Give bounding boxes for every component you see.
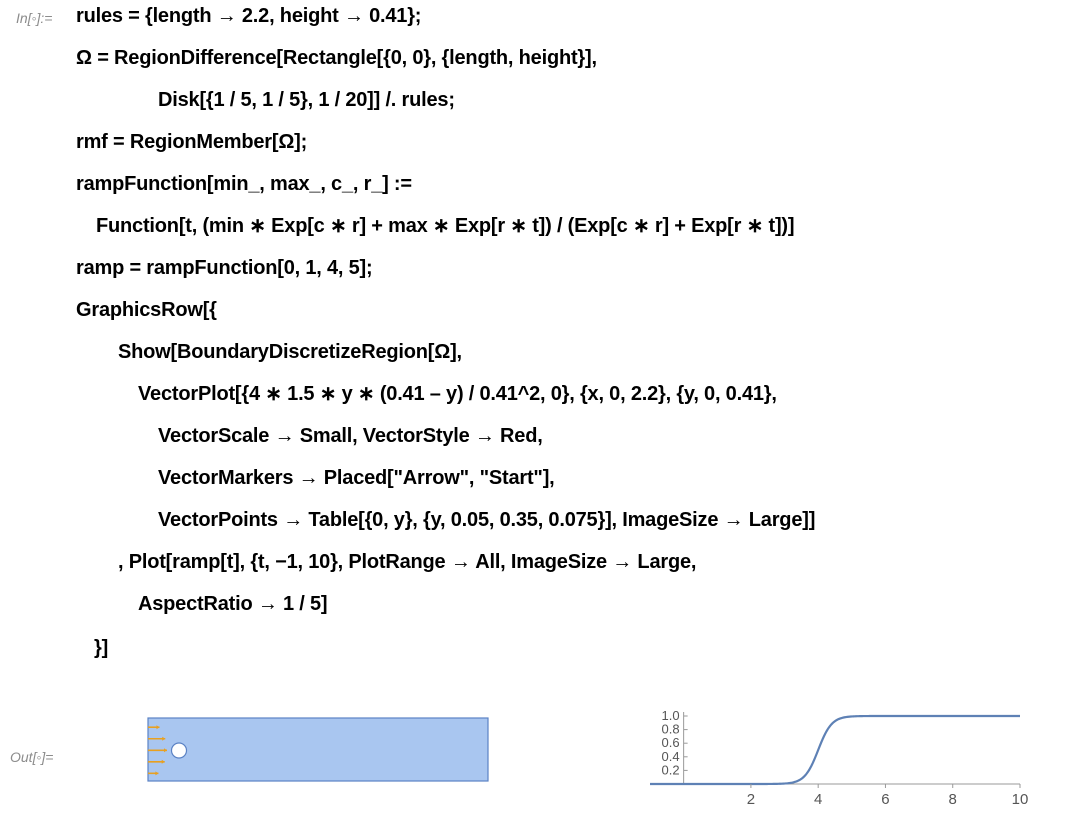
- x-tick-label: 6: [881, 791, 890, 808]
- x-ticks: [747, 784, 1029, 808]
- code-line-10: VectorPlot[{4 ∗ 1.5 ∗ y ∗ (0.41 – y) / 0.41^2, 0}, {x, 0, 2.2}, {y, 0, 0.41},: [138, 383, 777, 405]
- output-cell-label: Out[◦]=: [10, 749, 54, 765]
- x-tick-label: 10: [1011, 791, 1029, 808]
- y-tick-label: 0.8: [661, 721, 680, 737]
- y-tick-label: 0.4: [661, 748, 680, 764]
- code-line-13: VectorPoints → Table[{0, y}, {y, 0.05, 0.35, 0.075}], ImageSize → Large]]: [158, 509, 816, 531]
- x-tick-label: 2: [746, 791, 756, 808]
- y-tick-label: 0.6: [661, 735, 680, 751]
- code-line-12: VectorMarkers → Placed["Arrow", "Start"],: [158, 467, 555, 489]
- code-line-6: Function[t, (min ∗ Exp[c ∗ r] + max ∗ Exp[r ∗ t]) / (Exp[c ∗ r] + Exp[r ∗ t])]: [96, 215, 795, 237]
- code-line-2: Ω = RegionDifference[Rectangle[{0, 0}, {length, height}],: [76, 47, 597, 69]
- ramp-axes: [650, 712, 1020, 784]
- code-line-15: AspectRatio → 1 / 5]: [138, 593, 328, 615]
- code-line-5: rampFunction[min_, max_, c_, r_] :=: [76, 173, 412, 195]
- y-tick-label: 1.0: [661, 708, 680, 723]
- code-line-14: , Plot[ramp[t], {t, −1, 10}, PlotRange → All, ImageSize → Large,: [118, 551, 697, 573]
- code-line-3: Disk[{1 / 5, 1 / 5}, 1 / 20]] /. rules;: [158, 89, 455, 111]
- ramp-curve: [650, 716, 1020, 784]
- code-line-9: Show[BoundaryDiscretizeRegion[Ω],: [118, 341, 462, 363]
- ramp-plot: [640, 700, 1040, 812]
- code-line-1: rules = {length → 2.2, height → 0.41};: [76, 5, 422, 27]
- x-tick-label: 8: [948, 791, 957, 808]
- code-line-8: GraphicsRow[{: [76, 299, 217, 321]
- region-rectangle: [148, 718, 488, 781]
- code-line-16: }]: [94, 637, 109, 659]
- code-line-11: VectorScale → Small, VectorStyle → Red,: [158, 425, 543, 447]
- region-disk-hole: [172, 743, 187, 758]
- y-tick-label: 0.2: [661, 762, 680, 778]
- code-line-7: ramp = rampFunction[0, 1, 4, 5];: [76, 257, 373, 279]
- code-line-4: rmf = RegionMember[Ω];: [76, 131, 308, 153]
- x-tick-label: 4: [814, 791, 823, 808]
- input-cell-label: In[◦]:=: [16, 10, 53, 26]
- region-vector-plot: [140, 712, 496, 788]
